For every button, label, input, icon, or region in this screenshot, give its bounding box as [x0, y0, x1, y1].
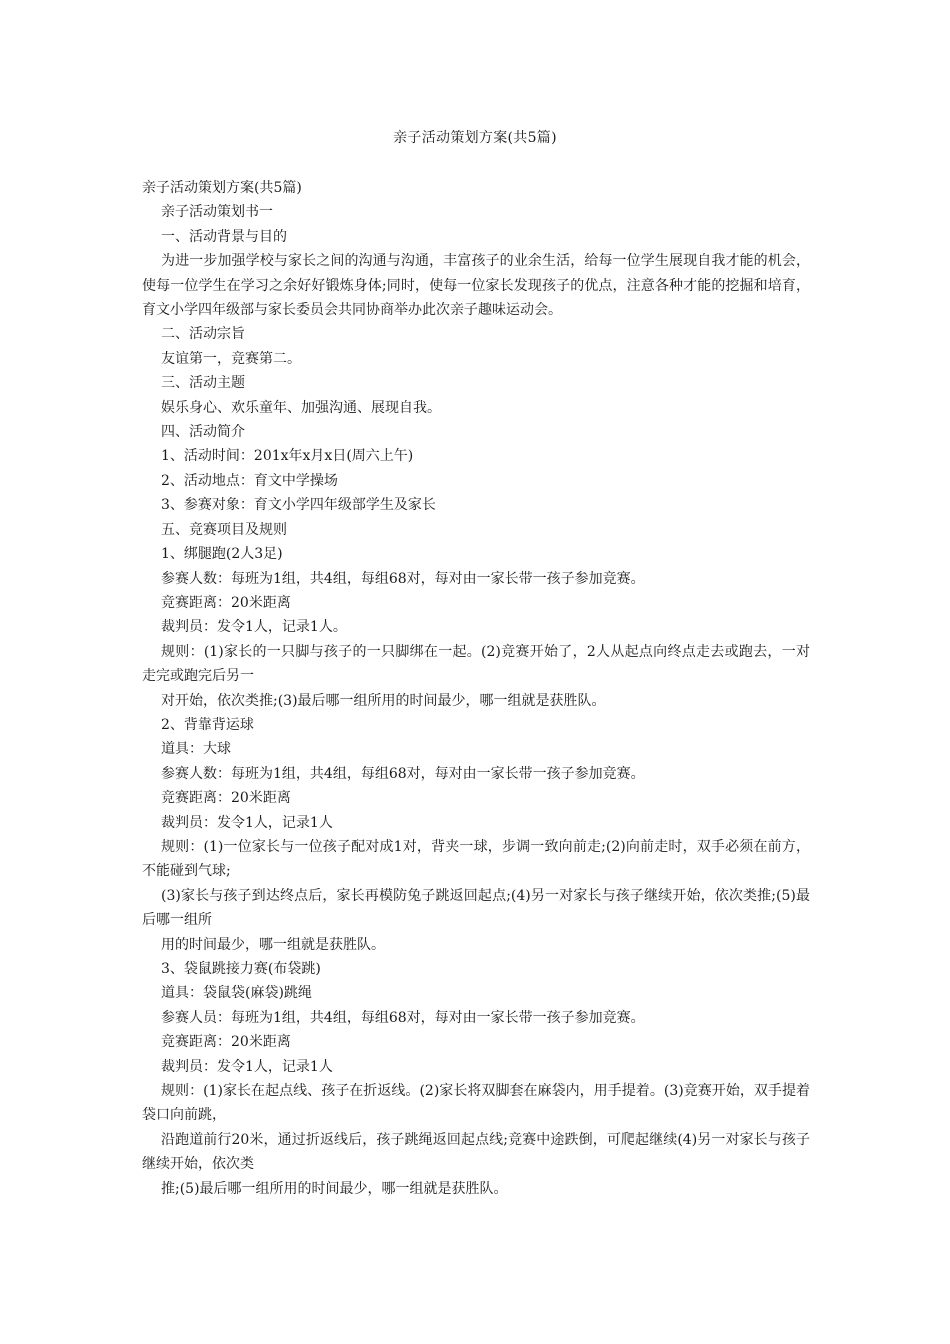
paragraph: 为进一步加强学校与家长之间的沟通与沟通，丰富孩子的业余生活，给每一位学生展现自我才能的机会，使每一位学生在学习之余好好锻炼身体;同时，使每一位家长发现孩子的优点，注意各种才能的挖掘和培育，育文小学四年级部与家长委员会共同协商举办此次亲子趣味运动会。 — [142, 253, 810, 319]
paragraph: 娱乐身心、欢乐童年、加强沟通、展现自我。 — [161, 399, 441, 416]
paragraph: 对开始，依次类推;(3)最后哪一组所用的时间最少，哪一组就是获胜队。 — [161, 692, 606, 709]
paragraph: 2、活动地点：育文中学操场 — [161, 472, 338, 489]
paragraph: 竞赛距离：20米距离 — [161, 790, 291, 807]
paragraph: 推;(5)最后哪一组所用的时间最少，哪一组就是获胜队。 — [161, 1180, 508, 1197]
paragraph: 裁判员：发令1人，记录1人。 — [161, 619, 347, 636]
section-heading: 四、活动简介 — [161, 424, 245, 441]
section-heading: 二、活动宗旨 — [161, 326, 245, 343]
paragraph: 规则：(1)家长的一只脚与孩子的一只脚绑在一起。(2)竞赛开始了，2人从起点向终点走去或跑去，一对走完或跑完后另一 — [142, 643, 810, 685]
paragraph: 竞赛距离：20米距离 — [161, 1034, 291, 1051]
paragraph: 裁判员：发令1人，记录1人 — [161, 1058, 333, 1075]
section-heading: 亲子活动策划书一 — [161, 204, 273, 221]
section-heading: 三、活动主题 — [161, 375, 245, 392]
paragraph: 沿跑道前行20米，通过折返线后，孩子跳绳返回起点线;竞赛中途跌倒，可爬起继续(4)另一对家长与孩子继续开始，依次类 — [142, 1131, 810, 1173]
paragraph: 2、背靠背运球 — [161, 716, 254, 733]
paragraph: 友谊第一，竞赛第二。 — [161, 350, 301, 367]
document-title: 亲子活动策划方案(共5篇) — [393, 130, 557, 146]
paragraph: 3、袋鼠跳接力赛(布袋跳) — [161, 961, 321, 977]
paragraph: 用的时间最少，哪一组就是获胜队。 — [161, 936, 385, 953]
paragraph: 1、绑腿跑(2人3足) — [161, 546, 283, 563]
paragraph: 1、活动时间：201x年x月x日(周六上午) — [161, 448, 414, 465]
paragraph: 裁判员：发令1人，记录1人 — [161, 814, 333, 831]
paragraph: 参赛人数：每班为1组，共4组，每组68对，每对由一家长带一孩子参加竞赛。 — [161, 765, 645, 782]
paragraph: 亲子活动策划方案(共5篇) — [142, 180, 302, 196]
document-body — [142, 176, 810, 1201]
paragraph: 规则：(1)一位家长与一位孩子配对成1对，背夹一球，步调一致向前走;(2)向前走时，双手必须在前方，不能碰到气球; — [142, 838, 810, 880]
paragraph: 竞赛距离：20米距离 — [161, 594, 291, 611]
section-heading: 一、活动背景与目的 — [161, 228, 287, 245]
paragraph: 道具：袋鼠袋(麻袋)跳绳 — [161, 985, 312, 1002]
section-heading: 五、竞赛项目及规则 — [161, 521, 287, 538]
paragraph: 参赛人数：每班为1组，共4组，每组68对，每对由一家长带一孩子参加竞赛。 — [161, 570, 645, 587]
paragraph: 3、参赛对象：育文小学四年级部学生及家长 — [161, 497, 436, 514]
paragraph: 参赛人员：每班为1组，共4组，每组68对，每对由一家长带一孩子参加竞赛。 — [161, 1009, 645, 1026]
paragraph: 道具：大球 — [161, 741, 231, 758]
paragraph: 规则：(1)家长在起点线、孩子在折返线。(2)家长将双脚套在麻袋内，用手提着。(3)竞赛开始，双手提着袋口向前跳， — [142, 1083, 810, 1124]
paragraph: (3)家长与孩子到达终点后，家长再模防兔子跳返回起点;(4)另一对家长与孩子继续开始，依次类推;(5)最后哪一组所 — [142, 887, 810, 929]
